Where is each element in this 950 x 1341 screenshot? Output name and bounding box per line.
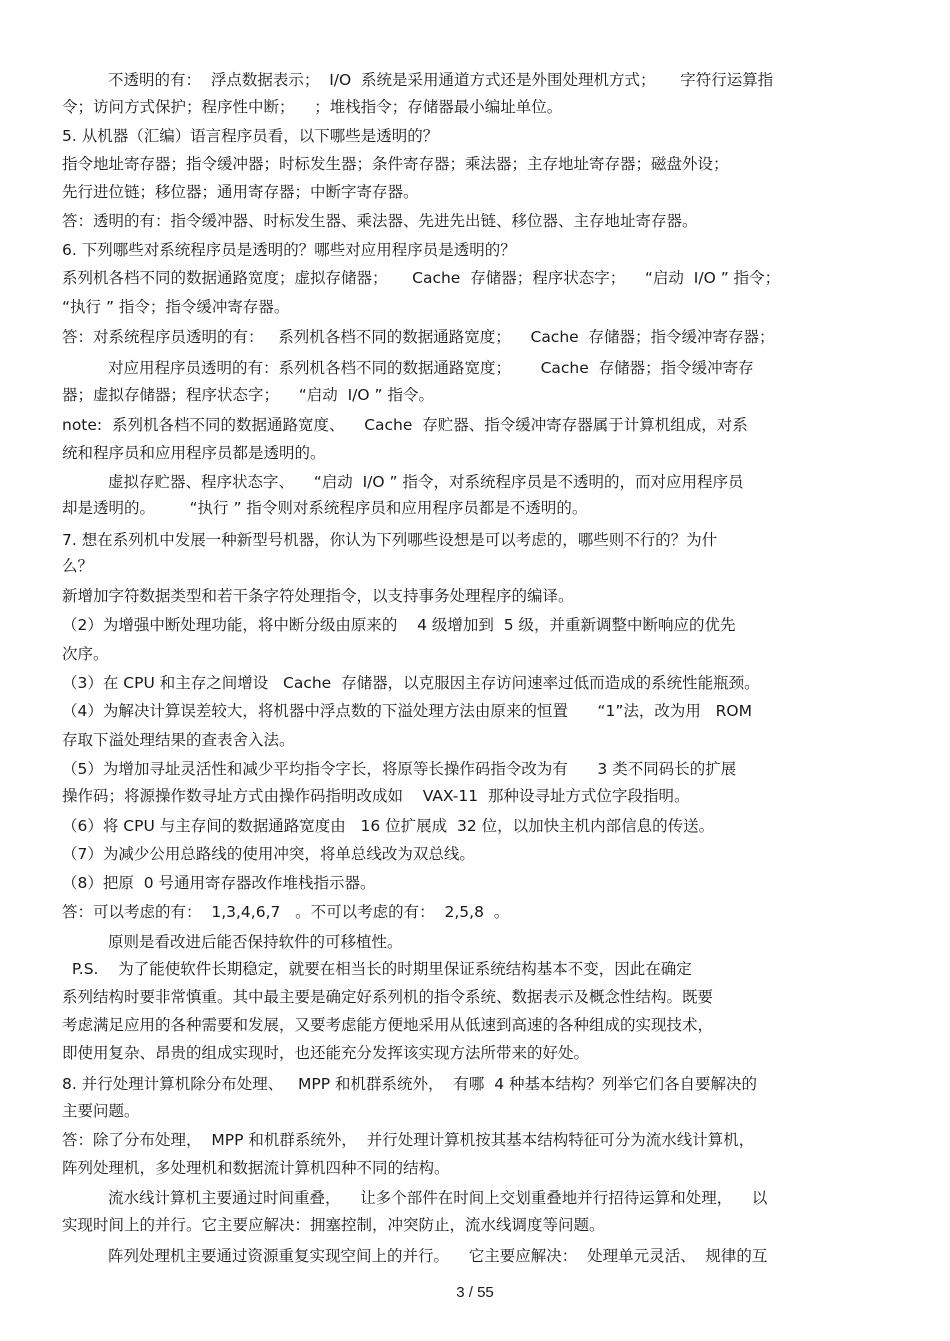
text-line: （6）将 CPU 与主存间的数据通路宽度由 16 位扩展成 32 位，以加快主机内部信息的传送。 (62, 817, 715, 835)
text-line: （2）为增强中断处理功能，将中断分级由原来的 4 级增加到 5 级，并重新调整中断响应的优先 (62, 616, 736, 634)
text-line: 答：除了分布处理， MPP 和机群系统外， 并行处理计算机按其基本结构特征可分为流水线计算机， (62, 1131, 755, 1149)
text-line: （7）为减少公用总路线的使用冲突，将单总线改为双总线。 (62, 845, 475, 863)
text-line: 7. 想在系列机中发展一种新型号机器，你认为下列哪些设想是可以考虑的，哪些则不行的？为什 (62, 531, 718, 549)
text-line: 系列结构时要非常慎重。其中最主要是确定好系列机的指令系统、数据表示及概念性结构。既要 (62, 988, 714, 1006)
text-line: 么？ (62, 557, 94, 575)
text-line: 次序。 (62, 645, 109, 663)
text-line: 主要问题。 (62, 1102, 140, 1120)
text-line: 原则是看改进后能否保持软件的可移植性。 (108, 933, 403, 951)
text-line: 操作码；将源操作数寻址方式由操作码指明改成如 VAX-11 那种设寻址方式位字段指明。 (62, 787, 690, 805)
text-line: 即使用复杂、昂贵的组成实现时，也还能充分发挥该实现方法所带来的好处。 (62, 1044, 590, 1062)
text-line: 6. 下列哪些对系统程序员是透明的？哪些对应用程序员是透明的？ (62, 241, 516, 259)
text-line: 指令地址寄存器；指令缓冲器；时标发生器；条件寄存器；乘法器；主存地址寄存器；磁盘外设； (62, 155, 729, 173)
text-line: 实现时间上的并行。它主要应解决：拥塞控制，冲突防止，流水线调度等问题。 (62, 1216, 605, 1234)
text-line: “执行 ” 指令；指令缓冲寄存器。 (62, 298, 290, 316)
page-number: 3 / 55 (456, 1284, 494, 1301)
text-line: 流水线计算机主要通过时间重叠， 让多个部件在时间上交划重叠地并行招待运算和处理， 以 (108, 1189, 768, 1207)
text-line: 虚拟存贮器、程序状态字、 “启动 I/O ” 指令，对系统程序员是不透明的，而对应用程序员 (108, 473, 744, 491)
text-line: （8）把原 0 号通用寄存器改作堆栈指示器。 (62, 874, 376, 892)
text-line: 新增加字符数据类型和若干条字符处理指令，以支持事务处理程序的编译。 (62, 587, 574, 605)
text-line: 存取下溢处理结果的查表舍入法。 (62, 731, 295, 749)
text-line: 8. 并行处理计算机除分布处理、 MPP 和机群系统外， 有哪 4 种基本结构？列举它们各自要解决的 (62, 1075, 757, 1093)
text-line: 不透明的有： 浮点数据表示； I/O 系统是采用通道方式还是外围处理机方式； 字符行运算指 (108, 71, 774, 89)
text-line: P.S. 为了能使软件长期稳定，就要在相当长的时期里保证系统结构基本不变，因此在确定 (62, 960, 692, 978)
text-line: 答：透明的有：指令缓冲器、时标发生器、乘法器、先进先出链、移位器、主存地址寄存器。 (62, 212, 698, 230)
text-line: （3）在 CPU 和主存之间增设 Cache 存储器，以克服因主存访问速率过低而造成的系统性能瓶颈。 (62, 674, 760, 692)
text-line: 系列机各档不同的数据通路宽度；虚拟存储器； Cache 存储器；程序状态字； “启动 I/O ” 指令； (62, 269, 781, 287)
text-line: 对应用程序员透明的有：系列机各档不同的数据通路宽度； Cache 存储器；指令缓冲寄存 (108, 359, 754, 377)
text-line: 令；访问方式保护；程序性中断； ；堆栈指令；存储器最小编址单位。 (62, 98, 563, 116)
text-line: 5. 从机器（汇编）语言程序员看，以下哪些是透明的？ (62, 127, 439, 145)
text-line: 先行进位链；移位器；通用寄存器；中断字寄存器。 (62, 183, 419, 201)
text-line: 阵列处理机，多处理机和数据流计算机四种不同的结构。 (62, 1159, 450, 1177)
text-line: note: 系列机各档不同的数据通路宽度、 Cache 存贮器、指令缓冲寄存器属于计算机组成，对系 (62, 416, 748, 434)
text-line: 却是透明的。 “执行 ” 指令则对系统程序员和应用程序员都是不透明的。 (62, 499, 588, 517)
text-line: 答：对系统程序员透明的有： 系列机各档不同的数据通路宽度； Cache 存储器；指令缓冲寄存器； (62, 328, 775, 346)
text-line: 考虑满足应用的各种需要和发展，又要考虑能方便地采用从低速到高速的各种组成的实现技术， (62, 1016, 714, 1034)
text-line: 阵列处理机主要通过资源重复实现空间上的并行。 它主要应解决： 处理单元灵活、 规律的互 (108, 1247, 768, 1265)
text-line: 统和程序员和应用程序员都是透明的。 (62, 444, 326, 462)
text-line: 器；虚拟存储器；程序状态字； “启动 I/O ” 指令。 (62, 386, 434, 404)
text-line: （4）为解决计算误差较大，将机器中浮点数的下溢处理方法由原来的恒置 “1”法，改为用 ROM (62, 702, 752, 720)
text-line: 答：可以考虑的有： 1,3,4,6,7 。不可以考虑的有： 2,5,8 。 (62, 903, 510, 921)
text-line: （5）为增加寻址灵活性和减少平均指令字长，将原等长操作码指令改为有 3 类不同码长的扩展 (62, 760, 737, 778)
